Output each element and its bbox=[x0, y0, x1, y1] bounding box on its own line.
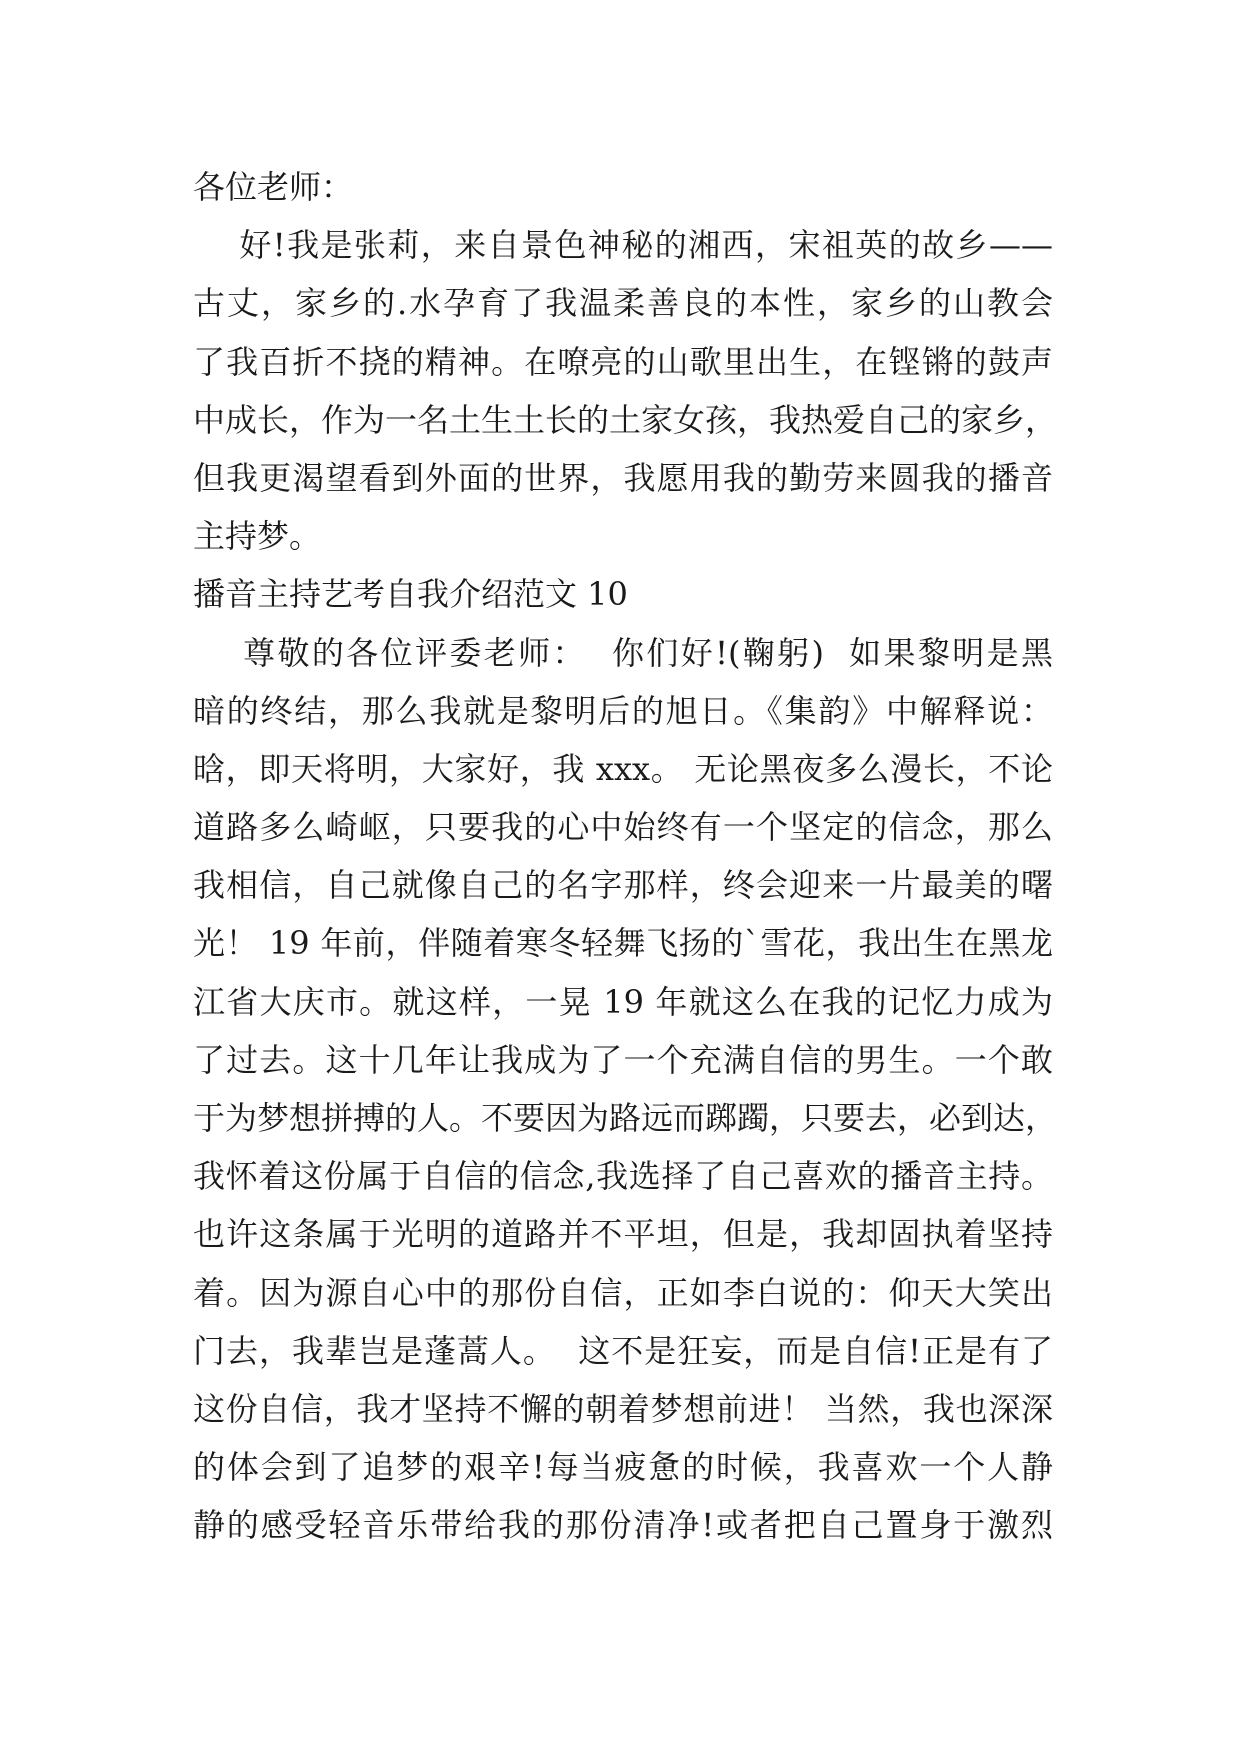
text-line: 晗，即天将明，大家好，我 xxx。 无论黑夜多么漫长，不论 bbox=[193, 749, 1053, 788]
text-line: 于为梦想拼搏的人。不要因为路远而踯躅，只要去，必到达， bbox=[193, 1099, 1058, 1137]
document-body bbox=[193, 158, 1058, 1555]
text-line: 我怀着这份属于自信的信念,我选择了自己喜欢的播音主持。 bbox=[193, 1157, 1053, 1196]
text-line: 播音主持艺考自我介绍范文 10 bbox=[193, 575, 628, 614]
text-line: 中成长，作为一名土生土长的土家女孩，我热爱自己的家乡， bbox=[193, 400, 1058, 439]
text-line: 尊敬的各位评委老师： 你们好!(鞠躬) 如果黎明是黑 bbox=[193, 633, 1053, 672]
text-line: 各位老师： bbox=[193, 168, 354, 206]
text-line: 道路多么崎岖，只要我的心中始终有一个坚定的信念，那么 bbox=[193, 808, 1053, 847]
text-line: 好!我是张莉，来自景色神秘的湘西，宋祖英的故乡—— bbox=[193, 226, 1053, 265]
text-line: 了过去。这十几年让我成为了一个充满自信的男生。一个敢 bbox=[193, 1040, 1053, 1079]
text-line: 着。因为源自心中的那份自信，正如李白说的：仰天大笑出 bbox=[193, 1273, 1053, 1312]
text-line: 我相信，自己就像自己的名字那样，终会迎来一片最美的曙 bbox=[193, 866, 1053, 905]
text-line: 这份自信，我才坚持不懈的朝着梦想前进！ 当然，我也深深 bbox=[193, 1389, 1053, 1428]
text-line: 古丈，家乡的.水孕育了我温柔善良的本性，家乡的山教会 bbox=[193, 284, 1053, 323]
text-line: 门去，我辈岂是蓬蒿人。 这不是狂妄，而是自信!正是有了 bbox=[193, 1331, 1053, 1370]
text-line: 的体会到了追梦的艰辛!每当疲惫的时候，我喜欢一个人静 bbox=[193, 1448, 1053, 1487]
text-line: 了我百折不挠的精神。在嘹亮的山歌里出生，在铿锵的鼓声 bbox=[193, 342, 1053, 381]
text-line: 也许这条属于光明的道路并不平坦，但是，我却固执着坚持 bbox=[193, 1215, 1053, 1254]
text-line: 但我更渴望看到外面的世界，我愿用我的勤劳来圆我的播音 bbox=[193, 458, 1053, 497]
text-line: 主持梦。 bbox=[193, 517, 322, 556]
text-line: 静的感受轻音乐带给我的那份清净!或者把自己置身于激烈 bbox=[193, 1506, 1053, 1545]
text-line: 光！ 19 年前，伴随着寒冬轻舞飞扬的`雪花，我出生在黑龙 bbox=[193, 924, 1053, 963]
text-line: 暗的终结，那么我就是黎明后的旭日。《集韵》中解释说： bbox=[193, 691, 1053, 730]
text-line: 江省大庆市。就这样，一晃 19 年就这么在我的记忆力成为 bbox=[193, 982, 1053, 1021]
